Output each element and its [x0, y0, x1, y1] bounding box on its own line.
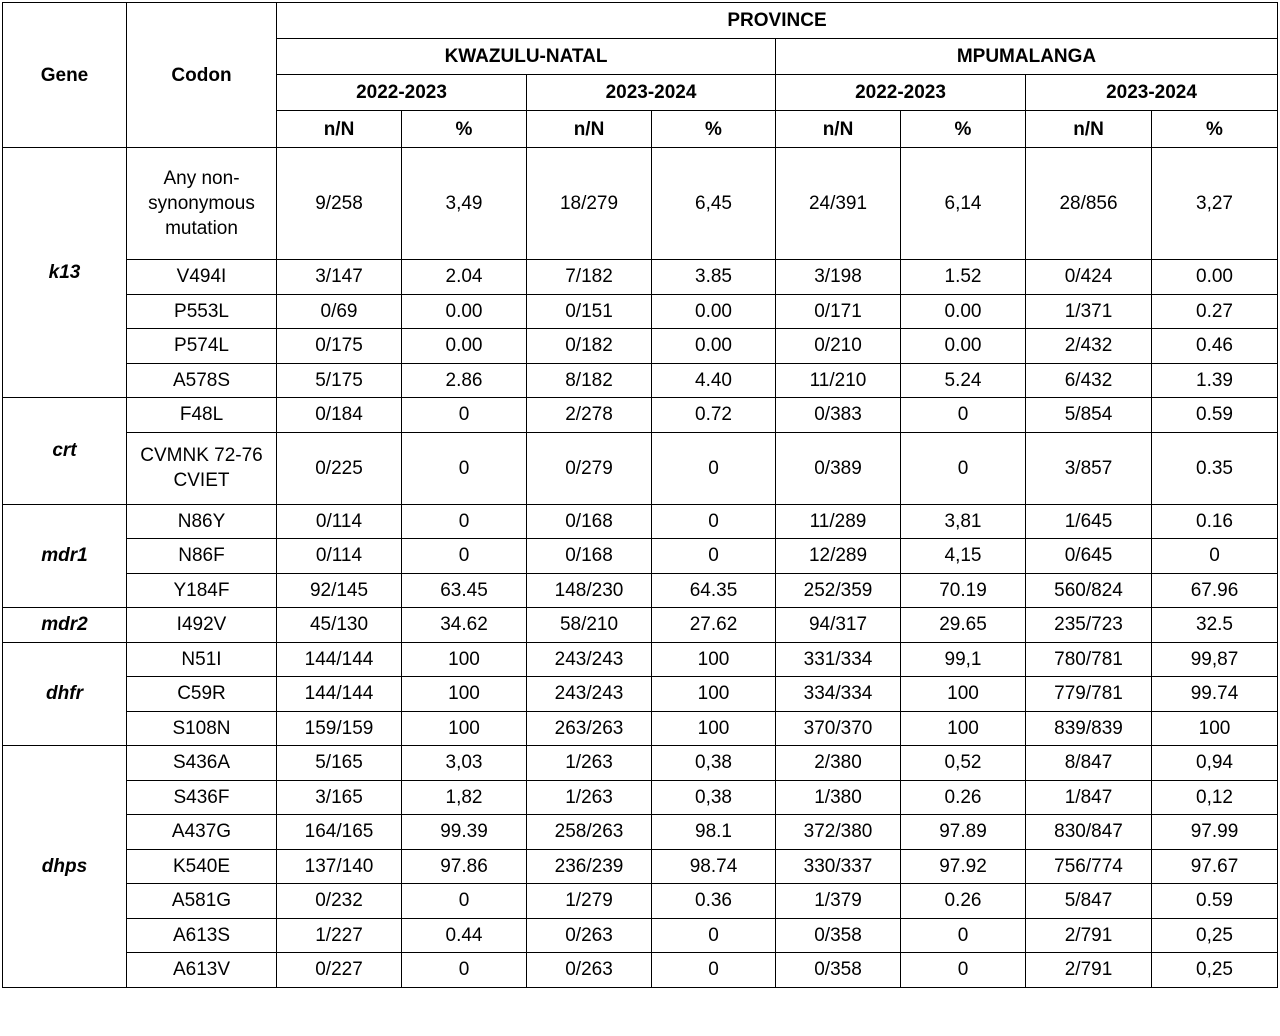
- count-cell: 148/230: [527, 573, 652, 608]
- percent-cell: 0.27: [1152, 294, 1278, 329]
- percent-subheader: %: [652, 111, 776, 148]
- gene-column-header: Gene: [3, 3, 127, 148]
- count-cell: 144/144: [277, 677, 402, 712]
- codon-cell: A613V: [127, 953, 277, 988]
- percent-cell: 3,81: [901, 504, 1026, 539]
- percent-cell: 100: [652, 642, 776, 677]
- percent-cell: 4.40: [652, 363, 776, 398]
- percent-cell: 98.1: [652, 815, 776, 850]
- percent-cell: 0: [901, 432, 1026, 504]
- count-cell: 144/144: [277, 642, 402, 677]
- count-cell: 58/210: [527, 608, 652, 643]
- count-cell: 3/165: [277, 780, 402, 815]
- percent-cell: 70.19: [901, 573, 1026, 608]
- count-cell: 164/165: [277, 815, 402, 850]
- percent-cell: 100: [402, 642, 527, 677]
- percent-cell: 0: [901, 953, 1026, 988]
- count-cell: 18/279: [527, 148, 652, 260]
- percent-cell: 0: [1152, 539, 1278, 574]
- count-cell: 5/847: [1026, 884, 1152, 919]
- count-cell: 5/165: [277, 746, 402, 781]
- percent-cell: 32.5: [1152, 608, 1278, 643]
- codon-cell: A613S: [127, 918, 277, 953]
- count-cell: 0/151: [527, 294, 652, 329]
- table-row: [3, 260, 1278, 295]
- percent-cell: 6,14: [901, 148, 1026, 260]
- count-cell: 779/781: [1026, 677, 1152, 712]
- percent-cell: 3.85: [652, 260, 776, 295]
- mutation-frequency-table: [2, 2, 1278, 988]
- percent-cell: 0.44: [402, 918, 527, 953]
- table-row: [3, 677, 1278, 712]
- count-cell: 2/432: [1026, 329, 1152, 364]
- count-cell: 3/857: [1026, 432, 1152, 504]
- percent-cell: 0,38: [652, 780, 776, 815]
- percent-cell: 100: [652, 677, 776, 712]
- percent-cell: 0.26: [901, 884, 1026, 919]
- count-cell: 5/854: [1026, 398, 1152, 433]
- percent-cell: 99,87: [1152, 642, 1278, 677]
- count-cell: 2/278: [527, 398, 652, 433]
- count-cell: 330/337: [776, 849, 901, 884]
- percent-cell: 99.74: [1152, 677, 1278, 712]
- percent-cell: 100: [901, 677, 1026, 712]
- count-cell: 243/243: [527, 642, 652, 677]
- count-cell: 0/389: [776, 432, 901, 504]
- count-cell: 0/263: [527, 953, 652, 988]
- table-row: [3, 884, 1278, 919]
- percent-cell: 0.35: [1152, 432, 1278, 504]
- percent-cell: 0: [402, 884, 527, 919]
- table-row: [3, 953, 1278, 988]
- codon-cell: Y184F: [127, 573, 277, 608]
- percent-cell: 29.65: [901, 608, 1026, 643]
- table-row: [3, 363, 1278, 398]
- gene-cell: mdr1: [3, 504, 127, 608]
- codon-cell: P553L: [127, 294, 277, 329]
- count-cell: 0/210: [776, 329, 901, 364]
- percent-cell: 97.67: [1152, 849, 1278, 884]
- count-cell: 9/258: [277, 148, 402, 260]
- codon-cell: A581G: [127, 884, 277, 919]
- codon-cell: N86F: [127, 539, 277, 574]
- codon-cell: I492V: [127, 608, 277, 643]
- count-subheader: n/N: [1026, 111, 1152, 148]
- count-cell: 92/145: [277, 573, 402, 608]
- percent-cell: 100: [901, 711, 1026, 746]
- province-mpumalanga-header: MPUMALANGA: [776, 39, 1278, 75]
- percent-cell: 63.45: [402, 573, 527, 608]
- percent-cell: 0.59: [1152, 884, 1278, 919]
- gene-cell: dhfr: [3, 642, 127, 746]
- count-cell: 1/379: [776, 884, 901, 919]
- count-cell: 0/175: [277, 329, 402, 364]
- percent-cell: 0: [402, 953, 527, 988]
- count-cell: 11/289: [776, 504, 901, 539]
- codon-cell: S436A: [127, 746, 277, 781]
- table-row: [3, 849, 1278, 884]
- gene-cell: dhps: [3, 746, 127, 988]
- count-cell: 3/147: [277, 260, 402, 295]
- percent-cell: 1.39: [1152, 363, 1278, 398]
- codon-cell: A437G: [127, 815, 277, 850]
- count-cell: 1/227: [277, 918, 402, 953]
- percent-cell: 1,82: [402, 780, 527, 815]
- table-row: [3, 504, 1278, 539]
- count-cell: 45/130: [277, 608, 402, 643]
- percent-cell: 0: [901, 918, 1026, 953]
- count-subheader: n/N: [277, 111, 402, 148]
- table-body: [3, 148, 1278, 988]
- codon-cell: S436F: [127, 780, 277, 815]
- percent-cell: 0,38: [652, 746, 776, 781]
- table-row: [3, 746, 1278, 781]
- count-cell: 28/856: [1026, 148, 1152, 260]
- percent-cell: 100: [1152, 711, 1278, 746]
- period-header: 2022-2023: [277, 75, 527, 111]
- table-row: [3, 711, 1278, 746]
- province-kwazulu-natal-header: KWAZULU-NATAL: [277, 39, 776, 75]
- codon-cell: A578S: [127, 363, 277, 398]
- percent-cell: 1.52: [901, 260, 1026, 295]
- count-cell: 0/225: [277, 432, 402, 504]
- count-cell: 334/334: [776, 677, 901, 712]
- count-cell: 0/69: [277, 294, 402, 329]
- count-cell: 235/723: [1026, 608, 1152, 643]
- count-cell: 1/279: [527, 884, 652, 919]
- percent-cell: 27.62: [652, 608, 776, 643]
- percent-cell: 0,52: [901, 746, 1026, 781]
- percent-cell: 64.35: [652, 573, 776, 608]
- table-row: [3, 329, 1278, 364]
- period-header: 2022-2023: [776, 75, 1026, 111]
- count-cell: 780/781: [1026, 642, 1152, 677]
- count-cell: 0/358: [776, 953, 901, 988]
- percent-subheader: %: [1152, 111, 1278, 148]
- count-cell: 0/383: [776, 398, 901, 433]
- percent-cell: 0.59: [1152, 398, 1278, 433]
- percent-cell: 0.00: [402, 294, 527, 329]
- count-cell: 8/847: [1026, 746, 1152, 781]
- percent-cell: 0: [652, 953, 776, 988]
- count-cell: 1/263: [527, 780, 652, 815]
- percent-cell: 0.36: [652, 884, 776, 919]
- count-cell: 830/847: [1026, 815, 1152, 850]
- percent-cell: 0.00: [901, 294, 1026, 329]
- table-header: [3, 3, 1278, 148]
- percent-cell: 2.86: [402, 363, 527, 398]
- percent-subheader: %: [901, 111, 1026, 148]
- period-header: 2023-2024: [527, 75, 776, 111]
- percent-cell: 0: [652, 432, 776, 504]
- count-cell: 0/168: [527, 539, 652, 574]
- percent-cell: 97.86: [402, 849, 527, 884]
- count-cell: 0/184: [277, 398, 402, 433]
- table-row: [3, 398, 1278, 433]
- count-cell: 6/432: [1026, 363, 1152, 398]
- count-cell: 1/847: [1026, 780, 1152, 815]
- gene-cell: crt: [3, 398, 127, 505]
- count-cell: 560/824: [1026, 573, 1152, 608]
- count-subheader: n/N: [527, 111, 652, 148]
- percent-cell: 3,27: [1152, 148, 1278, 260]
- codon-cell: P574L: [127, 329, 277, 364]
- percent-cell: 0.00: [402, 329, 527, 364]
- table-row: [3, 573, 1278, 608]
- count-cell: 12/289: [776, 539, 901, 574]
- percent-cell: 0: [652, 539, 776, 574]
- count-cell: 331/334: [776, 642, 901, 677]
- table-row: [3, 642, 1278, 677]
- percent-cell: 0,25: [1152, 953, 1278, 988]
- percent-cell: 0.72: [652, 398, 776, 433]
- count-cell: 2/791: [1026, 918, 1152, 953]
- count-cell: 0/232: [277, 884, 402, 919]
- count-cell: 243/243: [527, 677, 652, 712]
- percent-cell: 97.99: [1152, 815, 1278, 850]
- count-cell: 0/182: [527, 329, 652, 364]
- percent-cell: 0: [402, 432, 527, 504]
- percent-cell: 6,45: [652, 148, 776, 260]
- count-cell: 0/114: [277, 539, 402, 574]
- gene-cell: mdr2: [3, 608, 127, 643]
- codon-cell: S108N: [127, 711, 277, 746]
- count-cell: 94/317: [776, 608, 901, 643]
- count-cell: 0/279: [527, 432, 652, 504]
- count-cell: 756/774: [1026, 849, 1152, 884]
- percent-cell: 0,25: [1152, 918, 1278, 953]
- percent-cell: 0.00: [652, 294, 776, 329]
- percent-cell: 0.46: [1152, 329, 1278, 364]
- percent-cell: 0: [402, 504, 527, 539]
- table-row: [3, 815, 1278, 850]
- count-cell: 1/380: [776, 780, 901, 815]
- percent-cell: 97.92: [901, 849, 1026, 884]
- count-cell: 0/263: [527, 918, 652, 953]
- percent-cell: 97.89: [901, 815, 1026, 850]
- count-cell: 1/263: [527, 746, 652, 781]
- count-cell: 2/380: [776, 746, 901, 781]
- percent-cell: 0.16: [1152, 504, 1278, 539]
- table-row: [3, 148, 1278, 260]
- percent-cell: 0: [901, 398, 1026, 433]
- count-cell: 5/175: [277, 363, 402, 398]
- province-header: PROVINCE: [277, 3, 1278, 39]
- percent-cell: 0: [652, 918, 776, 953]
- percent-cell: 0: [402, 398, 527, 433]
- table-row: [3, 608, 1278, 643]
- count-cell: 0/227: [277, 953, 402, 988]
- codon-cell: F48L: [127, 398, 277, 433]
- count-cell: 372/380: [776, 815, 901, 850]
- percent-cell: 0,12: [1152, 780, 1278, 815]
- count-cell: 0/171: [776, 294, 901, 329]
- count-cell: 137/140: [277, 849, 402, 884]
- count-cell: 0/645: [1026, 539, 1152, 574]
- count-cell: 0/168: [527, 504, 652, 539]
- codon-cell: K540E: [127, 849, 277, 884]
- count-cell: 263/263: [527, 711, 652, 746]
- codon-cell: N51I: [127, 642, 277, 677]
- percent-cell: 99,1: [901, 642, 1026, 677]
- count-cell: 24/391: [776, 148, 901, 260]
- percent-cell: 0,94: [1152, 746, 1278, 781]
- percent-cell: 100: [652, 711, 776, 746]
- table-row: [3, 780, 1278, 815]
- count-cell: 1/645: [1026, 504, 1152, 539]
- count-cell: 1/371: [1026, 294, 1152, 329]
- count-cell: 839/839: [1026, 711, 1152, 746]
- percent-cell: 0.26: [901, 780, 1026, 815]
- codon-cell: CVMNK 72-76 CVIET: [127, 432, 277, 504]
- percent-cell: 0.00: [901, 329, 1026, 364]
- percent-cell: 2.04: [402, 260, 527, 295]
- count-cell: 159/159: [277, 711, 402, 746]
- period-header: 2023-2024: [1026, 75, 1278, 111]
- percent-cell: 4,15: [901, 539, 1026, 574]
- count-subheader: n/N: [776, 111, 901, 148]
- codon-cell: Any non-synonymous mutation: [127, 148, 277, 260]
- percent-cell: 3,03: [402, 746, 527, 781]
- count-cell: 7/182: [527, 260, 652, 295]
- percent-cell: 0: [652, 504, 776, 539]
- percent-cell: 99.39: [402, 815, 527, 850]
- count-cell: 0/114: [277, 504, 402, 539]
- count-cell: 2/791: [1026, 953, 1152, 988]
- percent-cell: 100: [402, 677, 527, 712]
- percent-subheader: %: [402, 111, 527, 148]
- percent-cell: 0.00: [652, 329, 776, 364]
- count-cell: 8/182: [527, 363, 652, 398]
- percent-cell: 100: [402, 711, 527, 746]
- count-cell: 0/358: [776, 918, 901, 953]
- codon-cell: C59R: [127, 677, 277, 712]
- table-row: [3, 294, 1278, 329]
- gene-cell: k13: [3, 148, 127, 398]
- codon-cell: V494I: [127, 260, 277, 295]
- percent-cell: 0: [402, 539, 527, 574]
- table-row: [3, 539, 1278, 574]
- percent-cell: 0.00: [1152, 260, 1278, 295]
- table-row: [3, 432, 1278, 504]
- percent-cell: 3,49: [402, 148, 527, 260]
- count-cell: 258/263: [527, 815, 652, 850]
- percent-cell: 34.62: [402, 608, 527, 643]
- count-cell: 0/424: [1026, 260, 1152, 295]
- percent-cell: 67.96: [1152, 573, 1278, 608]
- codon-cell: N86Y: [127, 504, 277, 539]
- count-cell: 236/239: [527, 849, 652, 884]
- percent-cell: 98.74: [652, 849, 776, 884]
- count-cell: 3/198: [776, 260, 901, 295]
- count-cell: 370/370: [776, 711, 901, 746]
- percent-cell: 5.24: [901, 363, 1026, 398]
- count-cell: 11/210: [776, 363, 901, 398]
- count-cell: 252/359: [776, 573, 901, 608]
- codon-column-header: Codon: [127, 3, 277, 148]
- table-row: [3, 918, 1278, 953]
